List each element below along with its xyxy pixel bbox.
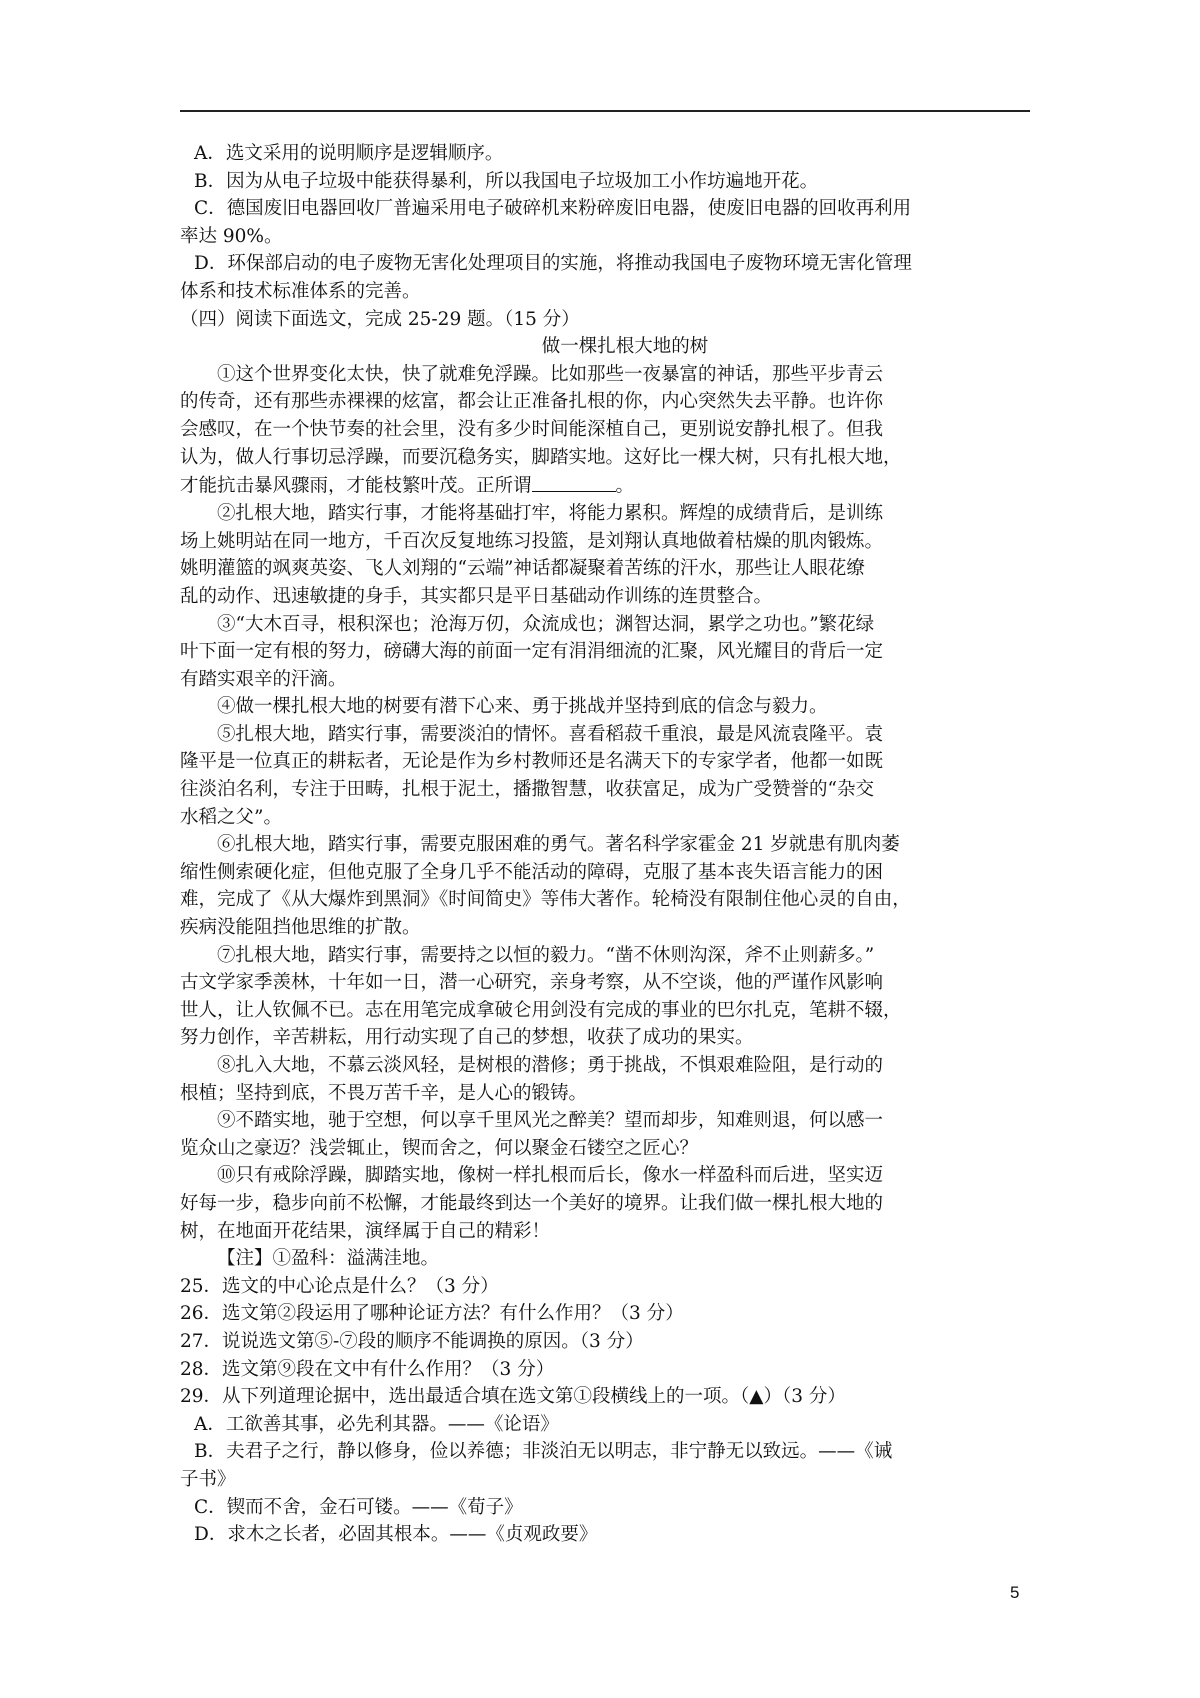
option-24-d-line2: 体系和技术标准体系的完善。 [180, 280, 421, 302]
option-29-d: D．求木之长者，必固其根本。——《贞观政要》 [194, 1524, 598, 1546]
option-29-a: A．工欲善其事，必先利其器。——《论语》 [194, 1413, 559, 1435]
section-heading: （四）阅读下面选文，完成 25-29 题。（15 分） [180, 308, 580, 330]
page-content [180, 140, 1030, 1549]
paragraph-3-line: ③“大木百寻，根积深也；沧海万仞，众流成也；渊智达洞，累学之功也。”繁花绿 [217, 613, 875, 635]
paragraph-10-line: 好每一步，稳步向前不松懈，才能最终到达一个美好的境界。让我们做一棵扎根大地的 [180, 1192, 884, 1214]
paragraph-8-line: ⑧扎入大地，不慕云淡风轻，是树根的潜修；勇于挑战，不惧艰难险阻，是行动的 [217, 1055, 884, 1077]
paragraph-8-line: 根植；坚持到底，不畏万苦千辛，是人心的锻铸。 [180, 1082, 588, 1104]
paragraph-5-line: ⑤扎根大地，踏实行事，需要淡泊的情怀。喜看稻菽千重浪，最是风流袁隆平。袁 [217, 723, 884, 745]
paragraph-2-line: ②扎根大地，踏实行事，才能将基础打牢，将能力累积。辉煌的成绩背后，是训练 [217, 503, 884, 525]
paragraph-5-line: 隆平是一位真正的耕耘者，无论是作为乡村教师还是名满天下的专家学者，他都一如既 [180, 751, 884, 773]
option-24-b: B．因为从电子垃圾中能获得暴利，所以我国电子垃圾加工小作坊遍地开花。 [194, 170, 819, 192]
paragraph-3-line: 有踏实艰辛的汗滴。 [180, 668, 347, 690]
paragraph-6-line: 难，完成了《从大爆炸到黑洞》《时间简史》等伟大著作。轮椅没有限制住他心灵的自由， [180, 889, 911, 911]
question-26: 26．选文第②段运用了哪种论证方法？有什么作用？（3 分） [180, 1303, 684, 1325]
paragraph-10-line: 树，在地面开花结果，演绎属于自己的精彩！ [180, 1220, 551, 1242]
paragraph-5-line: 水稻之父”。 [180, 806, 282, 828]
paragraph-7-line: 世人，让人钦佩不已。志在用笔完成拿破仑用剑没有完成的事业的巴尔扎克，笔耕不辍， [180, 999, 902, 1021]
paragraph-2-line: 姚明灌篮的飒爽英姿、飞人刘翔的“云端”神话都凝聚着苦练的汗水，那些让人眼花缭 [180, 558, 865, 580]
paragraph-1-end: 。 [615, 475, 635, 497]
paragraph-1-line: 认为，做人行事切忌浮躁，而要沉稳务实，脚踏实地。这好比一棵大树，只有扎根大地， [180, 446, 902, 468]
paragraph-6-line: ⑥扎根大地，踏实行事，需要克服困难的勇气。著名科学家霍金 21 岁就患有肌肉萎 [217, 834, 900, 856]
paragraph-9-line: ⑨不踏实地，驰于空想，何以享千里风光之醉美？望而却步，知难则退，何以感一 [217, 1110, 884, 1132]
question-29: 29．从下列道理论据中，选出最适合填在选文第①段横线上的一项。（▲）（3 分） [180, 1386, 846, 1408]
header-rule [180, 110, 1030, 112]
paragraph-1-line: 的传奇，还有那些赤裸裸的炫富，都会让正准备扎根的你，内心突然失去平静。也许你 [180, 391, 884, 413]
footnote: 【注】①盈科：溢满洼地。 [217, 1248, 440, 1270]
option-29-b-line2: 子书》 [180, 1468, 236, 1490]
paragraph-7-line: ⑦扎根大地，踏实行事，需要持之以恒的毅力。“凿不休则沟深，斧不止则薪多。” [217, 944, 875, 966]
paragraph-7-line: 努力创作，辛苦耕耘，用行动实现了自己的梦想，收获了成功的果实。 [180, 1027, 754, 1049]
question-25: 25．选文的中心论点是什么？（3 分） [180, 1275, 499, 1297]
option-24-c-line2: 率达 90%。 [180, 225, 283, 247]
paragraph-5-line: 往淡泊名利，专注于田畴，扎根于泥土，播撒智慧，收获富足，成为广受赞誉的“杂交 [180, 779, 874, 801]
paragraph-1-line: 会感叹，在一个快节奏的社会里，没有多少时间能深植自己，更别说安静扎根了。但我 [180, 418, 884, 440]
option-24-c-line1: C．德国废旧电器回收厂普遍采用电子破碎机来粉碎废旧电器，使废旧电器的回收再利用 [194, 198, 912, 220]
article-title: 做一棵扎根大地的树 [541, 336, 709, 358]
paragraph-4-line: ④做一棵扎根大地的树要有潜下心来、勇于挑战并坚持到底的信念与毅力。 [217, 696, 828, 718]
page-number: 5 [1010, 1583, 1020, 1602]
option-29-b-line1: B．夫君子之行，静以修身，俭以养德；非淡泊无以明志，非宁静无以致远。——《诫 [194, 1441, 893, 1463]
paragraph-6-line: 缩性侧索硬化症，但他克服了全身几乎不能活动的障碍，克服了基本丧失语言能力的困 [180, 861, 884, 883]
paragraph-3-line: 叶下面一定有根的努力，磅礴大海的前面一定有涓涓细流的汇聚，风光耀目的背后一定 [180, 641, 884, 663]
paragraph-1-text: 才能抗击暴风骤雨，才能枝繁叶茂。正所谓 [180, 475, 532, 497]
option-29-c: C．锲而不舍，金石可镂。——《荀子》 [194, 1496, 523, 1518]
paragraph-10-line: ⑩只有戒除浮躁，脚踏实地，像树一样扎根而后长，像水一样盈科而后进，坚实迈 [217, 1165, 884, 1187]
fill-in-blank [532, 471, 616, 491]
option-24-a: A．选文采用的说明顺序是逻辑顺序。 [194, 143, 504, 164]
paragraph-6-line: 疾病没能阻挡他思维的扩散。 [180, 917, 421, 939]
question-27: 27．说说选文第⑤-⑦段的顺序不能调换的原因。（3 分） [180, 1330, 644, 1352]
paragraph-7-line: 古文学家季羡林，十年如一日，潜一心研究，亲身考察，从不空谈，他的严谨作风影响 [180, 972, 884, 994]
option-24-d-line1: D．环保部启动的电子废物无害化处理项目的实施，将推动我国电子废物环境无害化管理 [194, 253, 912, 275]
question-28: 28．选文第⑨段在文中有什么作用？（3 分） [180, 1358, 555, 1380]
paragraph-1-line: ①这个世界变化太快，快了就难免浮躁。比如那些一夜暴富的神话，那些平步青云 [217, 363, 884, 385]
paragraph-1-last-line [180, 471, 1030, 500]
paragraph-2-line: 乱的动作、迅速敏捷的身手，其实都只是平日基础动作训练的连贯整合。 [180, 585, 773, 607]
paragraph-2-line: 场上姚明站在同一地方，千百次反复地练习投篮，是刘翔认真地做着枯燥的肌肉锻炼。 [180, 530, 884, 552]
paragraph-9-line: 览众山之豪迈？浅尝辄止，锲而舍之，何以聚金石镂空之匠心？ [180, 1137, 699, 1159]
